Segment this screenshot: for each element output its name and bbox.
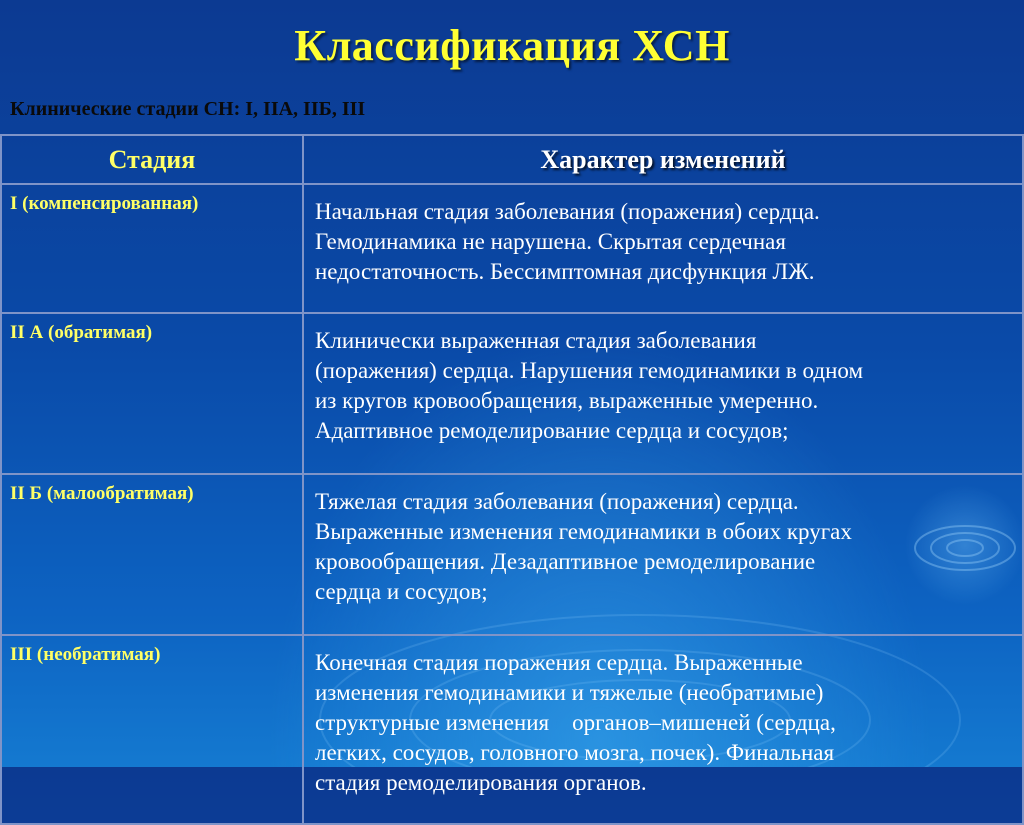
description-line: Гемодинамика не нарушена. Скрытая сердечная bbox=[315, 229, 786, 254]
description-cell bbox=[303, 313, 1023, 474]
description-cell bbox=[303, 184, 1023, 313]
description-line: Тяжелая стадия заболевания (поражения) сердца. bbox=[315, 489, 799, 514]
table-header-row bbox=[1, 135, 1023, 184]
classification-table bbox=[0, 134, 1024, 825]
description-line: кровообращения. Дезадаптивное ремоделирование bbox=[315, 549, 816, 574]
description-line: сердца и сосудов; bbox=[315, 579, 488, 604]
table-row bbox=[1, 635, 1023, 824]
description-line: Клинически выраженная стадия заболевания bbox=[315, 328, 757, 353]
page-title: Классификация ХСН bbox=[294, 21, 730, 70]
table-row bbox=[1, 313, 1023, 474]
subtitle: Клинические стадии СН: I, IIА, IIБ, III bbox=[10, 98, 366, 120]
description-line: из кругов кровообращения, выраженные умеренно. bbox=[315, 388, 819, 413]
description-line: стадия ремоделирования органов. bbox=[315, 770, 647, 795]
description-line: недостаточность. Бессимптомная дисфункция ЛЖ. bbox=[315, 259, 815, 284]
description-line: (поражения) сердца. Нарушения гемодинамики в одном bbox=[315, 358, 864, 383]
stage-cell: II А (обратимая) bbox=[1, 313, 303, 474]
description-line: Адаптивное ремоделирование сердца и сосудов; bbox=[315, 418, 789, 443]
description-line: Начальная стадия заболевания (поражения) сердца. bbox=[315, 199, 820, 224]
description-line: структурные изменения органов–мишеней (сердца, bbox=[315, 710, 836, 735]
description-line: Конечная стадия поражения сердца. Выраженные bbox=[315, 650, 803, 675]
header-changes: Характер изменений bbox=[303, 135, 1023, 184]
description-cell bbox=[303, 635, 1023, 824]
description-line: изменения гемодинамики и тяжелые (необратимые) bbox=[315, 680, 824, 705]
table-row bbox=[1, 184, 1023, 313]
table-row bbox=[1, 474, 1023, 635]
stage-cell: I (компенсированная) bbox=[1, 184, 303, 313]
description-line: Выраженные изменения гемодинамики в обоих кругах bbox=[315, 519, 852, 544]
stage-cell: III (необратимая) bbox=[1, 635, 303, 824]
description-line: легких, сосудов, головного мозга, почек). Финальная bbox=[315, 740, 835, 765]
description-cell bbox=[303, 474, 1023, 635]
header-stage: Стадия bbox=[1, 135, 303, 184]
stage-cell: II Б (малообратимая) bbox=[1, 474, 303, 635]
